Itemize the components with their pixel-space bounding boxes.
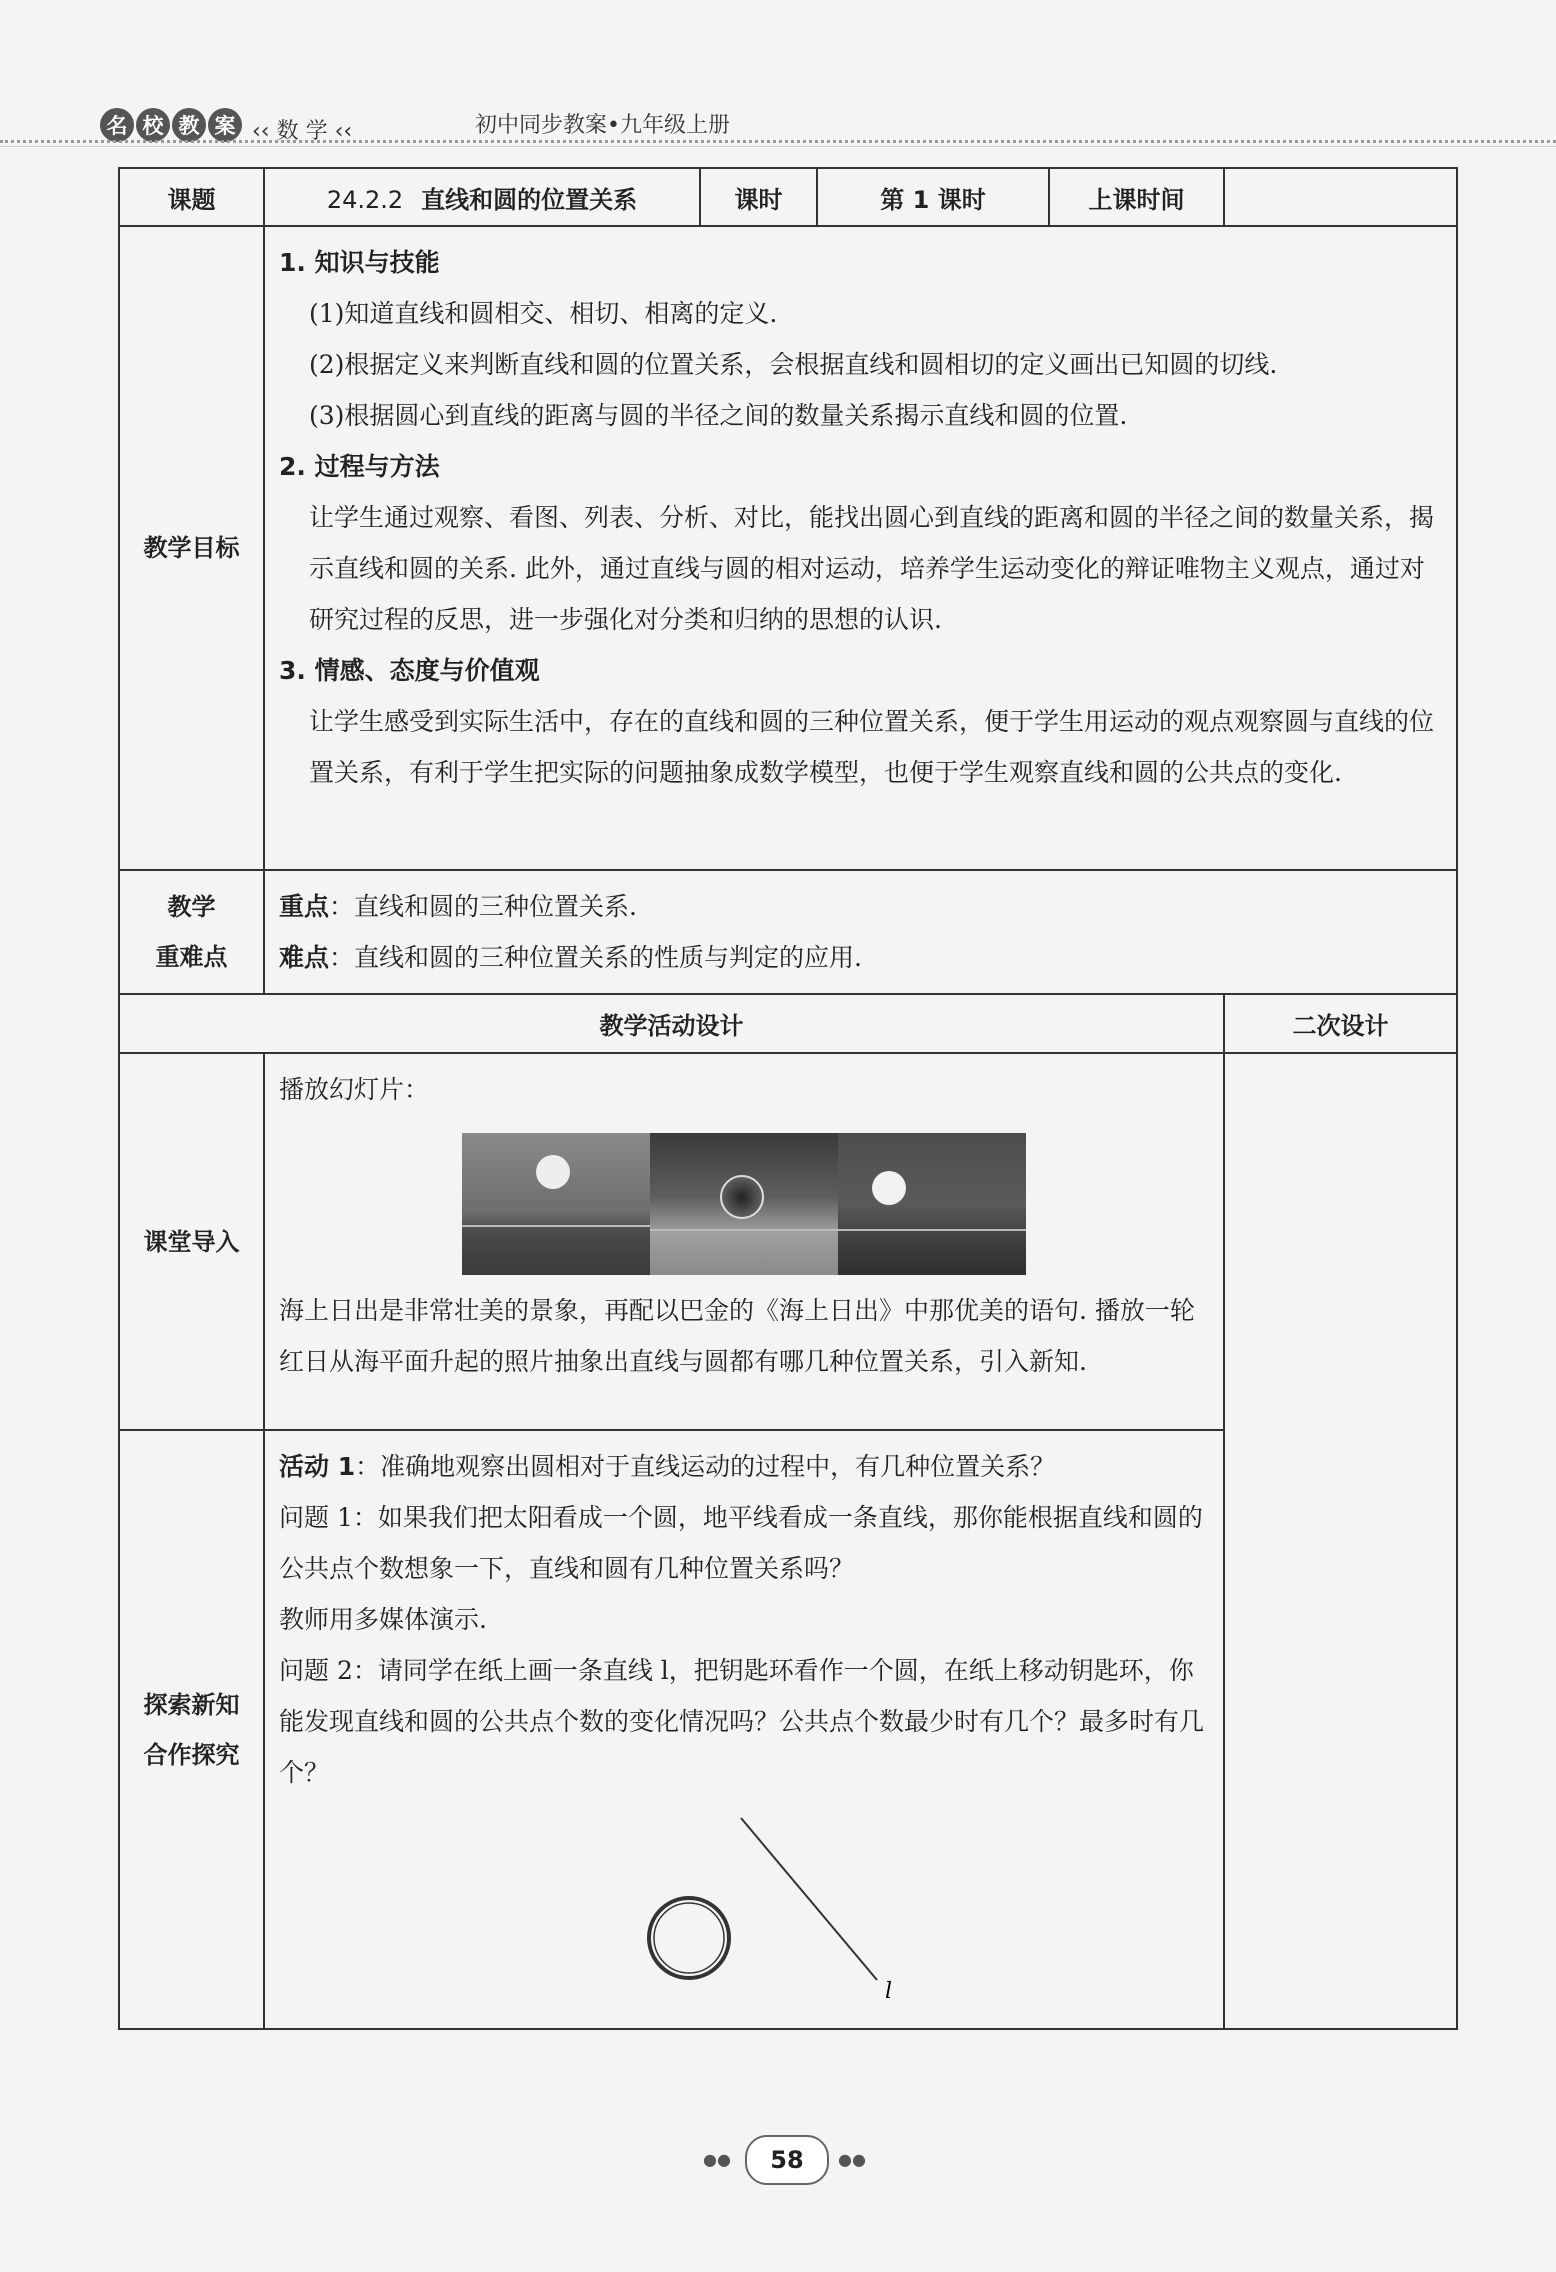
topic-label: 课题: [119, 168, 264, 226]
sunrise-photo: [838, 1133, 1026, 1275]
explore-label: [119, 1430, 264, 2029]
key-point-text: ：直线和圆的三种位置关系.: [329, 892, 637, 921]
objectives-label: 教学目标: [119, 226, 264, 870]
activity-text: ：准确地观察出圆相对于直线运动的过程中，有几种位置关系？: [355, 1452, 1056, 1481]
lesson-plan-table: [118, 167, 1458, 2030]
difficult-point-label: 难点: [279, 943, 330, 972]
difficult-point: [279, 932, 1442, 983]
brand-char: 教: [172, 108, 206, 142]
keypoints-label: [119, 870, 264, 994]
page-number-ornament: ●●: [703, 2150, 731, 2169]
intro-paragraph: 海上日出是非常壮美的景象，再配以巴金的《海上日出》中那优美的语句. 播放一轮红日从海平面升起的照片抽象出直线与圆都有哪几种位置关系，引入新知.: [279, 1296, 1195, 1376]
objectives-row: [119, 226, 1457, 870]
design-header-row: [119, 994, 1457, 1053]
header-divider: [0, 140, 1556, 143]
objective-paragraph: 让学生感受到实际生活中，存在的直线和圆的三种位置关系，便于学生用运动的观点观察圆与直线的位置关系，有利于学生把实际的问题抽象成数学模型，也便于学生观察直线和圆的公共点的变化.: [309, 707, 1435, 787]
keypoints-label-line: 教学: [167, 893, 216, 921]
circle-ring-outer: [649, 1898, 729, 1978]
horizon-line: [650, 1229, 838, 1231]
intro-label: 课堂导入: [119, 1053, 264, 1430]
objective-item: (2)根据定义来判断直线和圆的位置关系，会根据直线和圆相切的定义画出已知圆的切线.: [309, 350, 1278, 379]
line-circle-figure: [279, 1798, 1209, 2018]
intro-content: [264, 1053, 1224, 1430]
objective-item: (1)知道直线和圆相交、相切、相离的定义.: [309, 299, 778, 328]
period-label: 课时: [700, 168, 817, 226]
second-design-cell: [1224, 1053, 1457, 2029]
explore-label-line: 合作探究: [143, 1740, 240, 1769]
objective-section-title: 1. 知识与技能: [279, 248, 440, 277]
question-1: 问题 1：如果我们把太阳看成一个圆，地平线看成一条直线，那你能根据直线和圆的公共点个数想象一下，直线和圆有几种位置关系吗？: [279, 1503, 1203, 1583]
brand-char: 案: [208, 108, 242, 142]
sunrise-photos: [279, 1133, 1209, 1275]
brand-char: 校: [136, 108, 170, 142]
circle-ring-inner: [654, 1903, 724, 1973]
objective-item: (3)根据圆心到直线的距离与圆的半径之间的数量关系揭示直线和圆的位置.: [309, 401, 1128, 430]
sun-shape: [872, 1171, 906, 1205]
header-subject: ‹‹ 数 学 ‹‹: [252, 119, 353, 144]
title-row: [119, 168, 1457, 226]
brand-char: 名: [100, 108, 134, 142]
topic-number: 24.2.2: [326, 185, 404, 214]
sunrise-photo: [462, 1133, 650, 1275]
second-design-header: 二次设计: [1224, 994, 1457, 1053]
horizon-line: [462, 1225, 650, 1227]
explore-content: [264, 1430, 1224, 2029]
brand-logo: [100, 108, 244, 142]
activity-design-header: 教学活动设计: [119, 994, 1224, 1053]
class-time-value: [1224, 168, 1457, 226]
page-number: 58: [745, 2135, 829, 2185]
topic-name: 直线和圆的位置关系: [421, 185, 638, 214]
header-series: 初中同步教案•九年级上册: [475, 113, 730, 138]
topic-cell: [264, 168, 700, 226]
question-2: 问题 2：请同学在纸上画一条直线 l，把钥匙环看作一个圆，在纸上移动钥匙环，你能发现直线和圆的公共点个数的变化情况吗？公共点个数最少时有几个？最多时有几个？: [279, 1656, 1205, 1787]
key-point: [279, 881, 1442, 932]
objectives-content: [264, 226, 1457, 870]
header-divider-line: [0, 146, 1556, 147]
keypoints-row: [119, 870, 1457, 994]
sun-shape: [720, 1175, 764, 1219]
intro-row: [119, 1053, 1457, 1430]
activity-label: 活动 1: [279, 1452, 356, 1481]
page-number-ornament: ●●: [838, 2150, 866, 2169]
horizon-line: [838, 1229, 1026, 1231]
keypoints-content: [264, 870, 1457, 994]
intro-line: 播放幻灯片：: [279, 1075, 430, 1104]
objective-paragraph: 让学生通过观察、看图、列表、分析、对比，能找出圆心到直线的距离和圆的半径之间的数量关系，揭示直线和圆的关系. 此外，通过直线与圆的相对运动，培养学生运动变化的辩证唯物主义观点，通过对研究过程的反思，进一步强化对分类和归纳的思想的认识.: [309, 503, 1435, 634]
explore-label-line: 探索新知: [143, 1690, 240, 1719]
line-l: [741, 1818, 877, 1980]
period-value: 第 1 课时: [817, 168, 1049, 226]
activity-line: [279, 1441, 1209, 1492]
objective-section-title: 3. 情感、态度与价值观: [279, 656, 540, 685]
line-circle-diagram: [609, 1798, 1169, 2018]
key-point-label: 重点: [279, 892, 330, 921]
class-time-label: 上课时间: [1049, 168, 1224, 226]
objective-section-title: 2. 过程与方法: [279, 452, 440, 481]
sun-shape: [536, 1155, 570, 1189]
line-label: l: [885, 1979, 893, 2004]
difficult-point-text: ：直线和圆的三种位置关系的性质与判定的应用.: [329, 943, 862, 972]
teacher-note: 教师用多媒体演示.: [279, 1605, 487, 1634]
sunrise-photo: [650, 1133, 838, 1275]
keypoints-label-line: 重难点: [155, 943, 228, 971]
